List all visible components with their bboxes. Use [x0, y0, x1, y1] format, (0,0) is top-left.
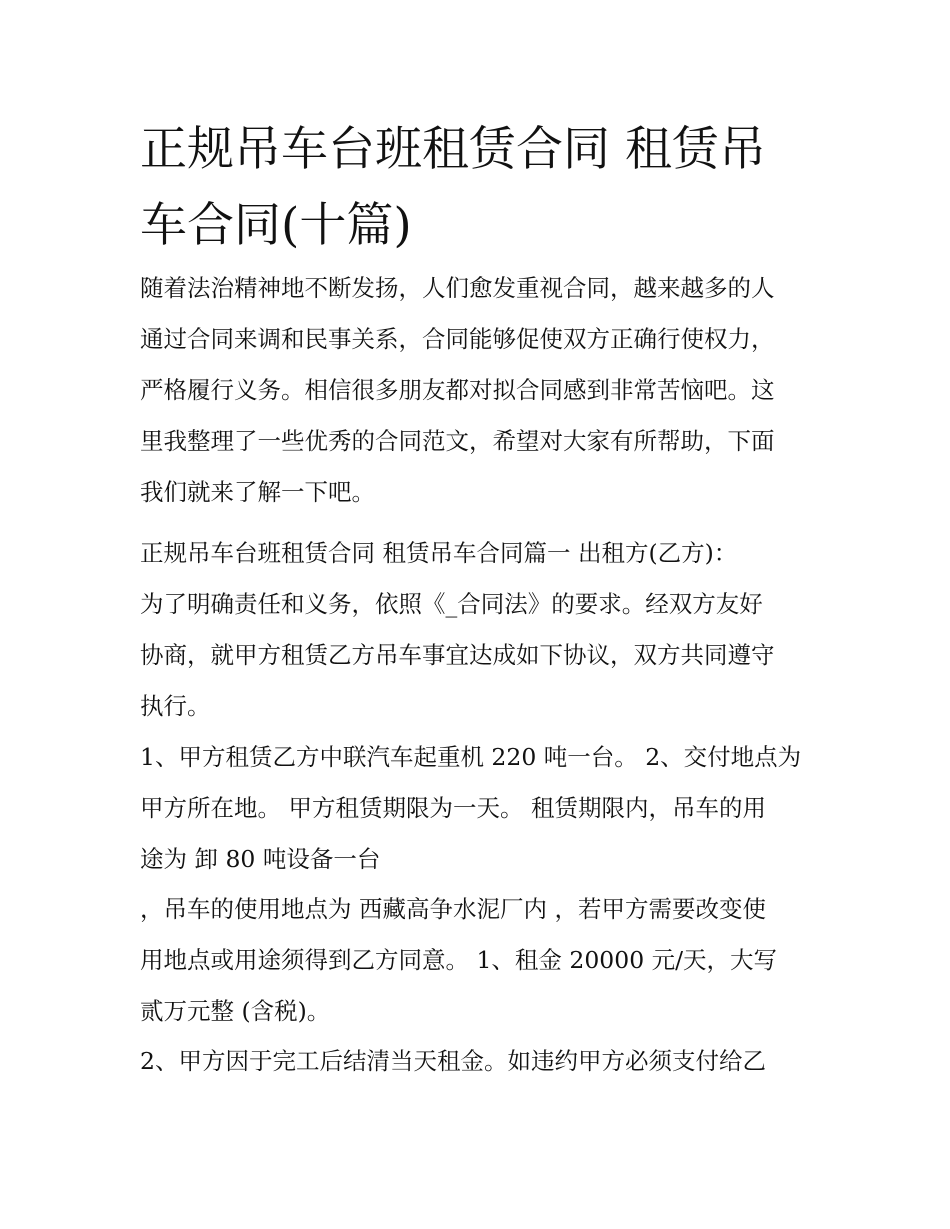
document-title: [140, 112, 820, 264]
paragraph-line: 随着法治精神地不断发扬，人们愈发重视合同，越来越多的人: [140, 274, 775, 302]
paragraph-line: 我们就来了解一下吧。: [140, 478, 375, 506]
paragraph-line: 严格履行义务。相信很多朋友都对拟合同感到非常苦恼吧。这: [140, 376, 775, 404]
payment-paragraph: [140, 1036, 820, 1087]
intro-paragraph: [140, 263, 820, 518]
paragraph-line: 1、甲方租赁乙方中联汽车起重机 220 吨一台。 2、交付地点为: [140, 743, 802, 771]
paragraph-line: 里我整理了一些优秀的合同范文，希望对大家有所帮助，下面: [140, 427, 775, 455]
paragraph-line: 通过合同来调和民事关系，合同能够促使双方正确行使权力，: [140, 325, 775, 353]
paragraph-line: 用地点或用途须得到乙方同意。 1、租金 20000 元/天，大写: [140, 946, 778, 974]
paragraph-line: 甲方所在地。 甲方租赁期限为一天。 租赁期限内，吊车的用: [140, 794, 766, 822]
paragraph-line: 执行。: [140, 692, 211, 720]
paragraph-line: ，吊车的使用地点为 西藏高争水泥厂内 ，若甲方需要改变使: [140, 895, 766, 923]
purpose-paragraph: [140, 579, 820, 732]
title-line: 车合同(十篇): [140, 198, 412, 253]
usage-paragraph: [140, 884, 820, 1037]
section-heading-line: 正规吊车台班租赁合同 租赁吊车合同篇一 出租方(乙方)：: [140, 539, 738, 567]
section-heading: [140, 528, 820, 577]
paragraph-line: 为了明确责任和义务，依照《_合同法》的要求。经双方友好: [140, 590, 763, 618]
paragraph-line: 2、甲方因于完工后结清当天租金。如违约甲方必须支付给乙: [140, 1047, 766, 1075]
paragraph-line: 贰万元整 (含税)。: [140, 997, 331, 1025]
clause-paragraph: [140, 732, 820, 885]
title-line: 正规吊车台班租赁合同 租赁吊: [140, 122, 766, 177]
paragraph-line: 途为 卸 80 吨设备一台: [140, 845, 381, 873]
paragraph-line: 协商，就甲方租赁乙方吊车事宜达成如下协议，双方共同遵守: [140, 641, 775, 669]
